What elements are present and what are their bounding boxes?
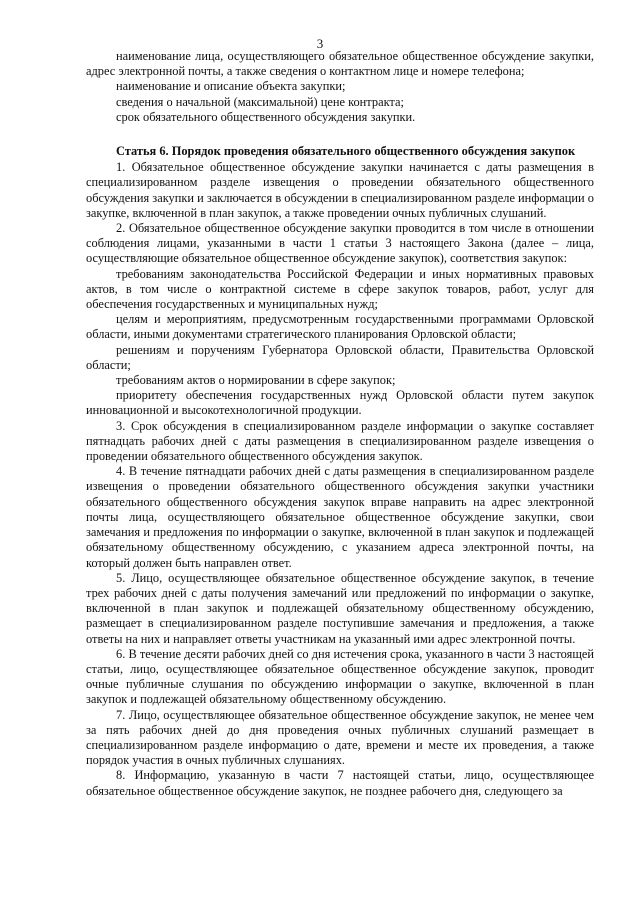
article-paragraph-8: 8. Информацию, указанную в части 7 настоящей статьи, лицо, осуществляющее обязательное общественное обсуждение закупок, не позднее рабочего дня, следующего за xyxy=(86,768,594,798)
article-list-item-norming-acts: требованиям актов о нормировании в сфере закупок; xyxy=(116,373,396,388)
article-paragraph-2: 2. Обязательное общественное обсуждение закупки проводится в том числе в отношении соблюдения лицами, указанными в части 1 статьи 3 настоящего Закона (далее – лица, осуществляющие обязательное общественное обсуждение закупок), соответствия закупок: xyxy=(86,221,594,266)
article-list-item-innovation-priority: приоритету обеспечения государственных нужд Орловской области путем закупок инновационной и высокотехнологичной продукции. xyxy=(86,388,594,418)
page-number: 3 xyxy=(316,36,324,51)
article-heading: Статья 6. Порядок проведения обязательного общественного обсуждения закупок xyxy=(116,144,576,159)
article-paragraph-7: 7. Лицо, осуществляющее обязательное общественное обсуждение закупок, не менее чем за пять рабочих дней до дня проведения очных публичных слушаний размещает в специализированном разделе информацию о дате, времени и месте их проведения, а также порядок участия в очных публичных слушаниях. xyxy=(86,707,594,768)
text-line-contract-price: сведения о начальной (максимальной) цене контракта; xyxy=(116,94,404,109)
text-line-contact-info: наименование лица, осуществляющего обязательное общественное обсуждение закупки, адрес электронной почты, а также сведения о контактном лице и номере телефона; xyxy=(86,49,594,79)
article-list-item-legislation: требованиям законодательства Российской Федерации и иных нормативных правовых актов, в том числе о контрактной системе в сфере закупок товаров, работ, услуг для обеспечения государственных и муниципальных нужд; xyxy=(86,266,594,312)
article-paragraph-4: 4. В течение пятнадцати рабочих дней с даты размещения в специализированном разделе извещения о проведении обязательного общественного обсуждения закупки участники обязательного общественного обсуждения закупок вправе направить на адрес электронной почты лица, осуществляющего обязательное общественное обсуждение закупки, свои замечания и предложения по информации о закупке, включенной в план закупок и подлежащей обязательному общественному обсуждению, с указанием адреса электронной почты, на который должен быть направлен ответ. xyxy=(86,464,594,570)
page-body xyxy=(86,49,594,799)
section-gap xyxy=(86,125,594,144)
article-paragraph-3: 3. Срок обсуждения в специализированном разделе информации о закупке составляет пятнадцать рабочих дней с даты размещения в специализированном разделе извещения о проведении обязательного общественного обсуждения закупок. xyxy=(86,418,594,464)
article-paragraph-5: 5. Лицо, осуществляющее обязательное общественное обсуждение закупок, в течение трех рабочих дней с даты получения замечаний или предложений по информации о закупке, включенной в план закупок и подлежащей обязательному общественному обсуждению, размещает в специализированном разделе поступившие замечания и предложения, а также ответы на них и направляет ответы участникам на указанный ими адрес электронной почты. xyxy=(86,570,594,646)
article-list-item-governor-decisions: решениям и поручениям Губернатора Орловской области, Правительства Орловской области; xyxy=(86,342,594,372)
text-line-discussion-term: срок обязательного общественного обсуждения закупки. xyxy=(116,109,416,124)
article-paragraph-1: 1. Обязательное общественное обсуждение закупки начинается с даты размещения в специализированном разделе извещения о проведении обязательного общественного обсуждения закупки и заключается в обсуждении в специализированном разделе информации о закупке, включенной в план закупок, а также проведении очных публичных слушаний. xyxy=(86,160,594,220)
article-list-item-programs: целям и мероприятиям, предусмотренным государственными программами Орловской области, иными документами стратегического планирования Орловской области; xyxy=(86,312,594,342)
article-paragraph-6: 6. В течение десяти рабочих дней со дня истечения срока, указанного в части 3 настоящей статьи, лицо, осуществляющее обязательное общественное обсуждение закупок, проводит очные публичные слушания по обсуждению информации о закупке, включенной в план закупок и подлежащей обязательному общественному обсуждению. xyxy=(86,646,594,707)
text-line-object-description: наименование и описание объекта закупки; xyxy=(116,79,346,94)
